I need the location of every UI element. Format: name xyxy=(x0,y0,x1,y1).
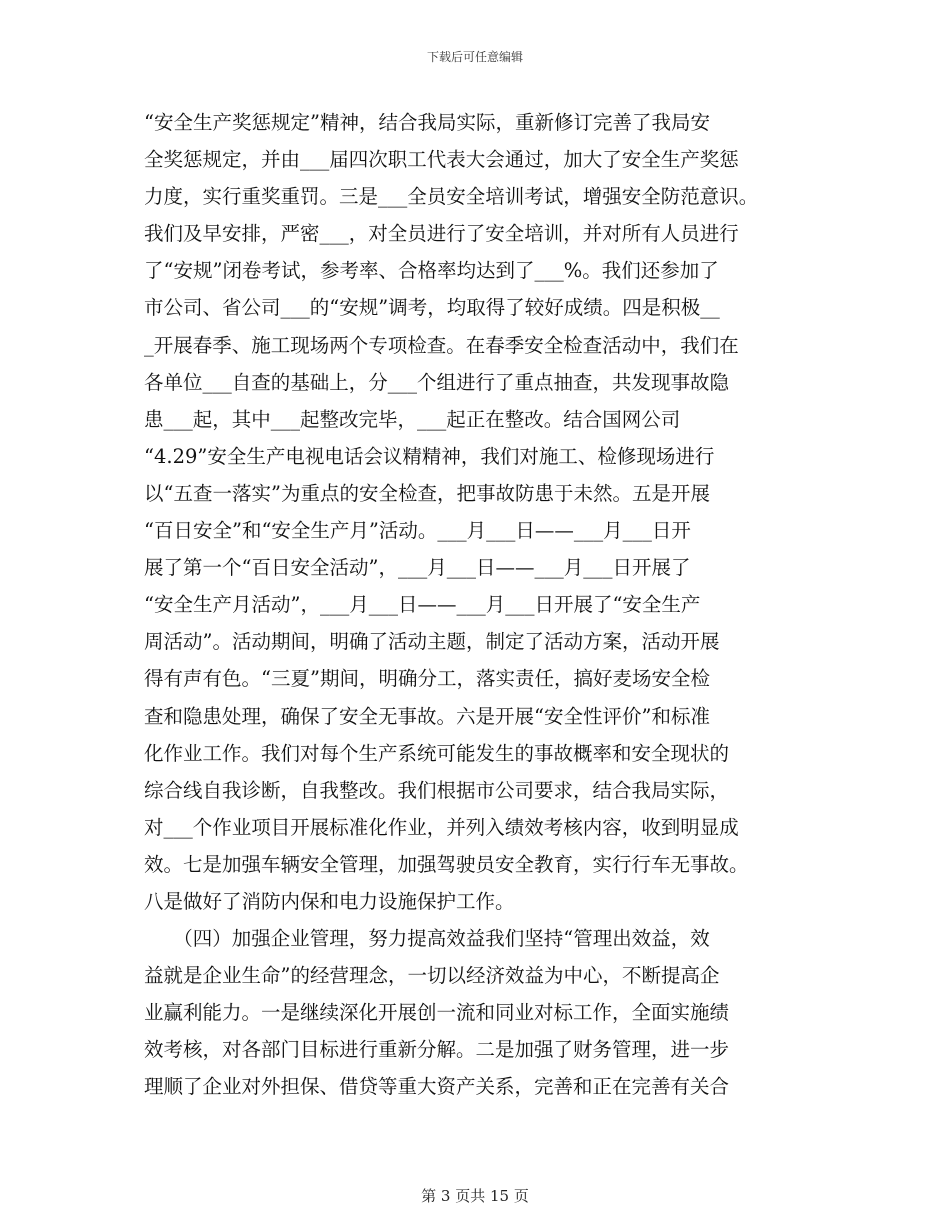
text-line: “百日安全”和“安全生产月”活动。___月___日——___月___日开 xyxy=(144,519,691,543)
text-line: 患___起，其中___起整改完毕，___起正在整改。结合国网公司 xyxy=(144,407,681,431)
text-line: “安全生产奖惩规定”精神，结合我局实际，重新修订完善了我局安 xyxy=(144,111,710,134)
text-line: 展了第一个“百日安全活动”，___月___日——___月___日开展了 xyxy=(144,556,691,580)
text-line: 对___个作业项目开展标准化作业，并列入绩效考核内容，收到明显成 xyxy=(144,815,739,839)
text-line: 以“五查一落实”为重点的安全检查，把事故防患于未然。五是开展 xyxy=(144,481,710,505)
text-line: 市公司、省公司___的“安规”调考，均取得了较好成绩。四是积极__ xyxy=(144,296,720,320)
text-line: “安全生产月活动”，___月___日——___月___日开展了“安全生产 xyxy=(144,593,701,617)
text-line: 效。七是加强车辆安全管理，加强驾驶员安全教育，实行行车无事故。 xyxy=(144,852,749,876)
text-line: 化作业工作。我们对每个生产系统可能发生的事故概率和安全现状的 xyxy=(144,741,730,765)
text-line: 各单位___自查的基础上，分___个组进行了重点抽查，共发现事故隐 xyxy=(144,370,730,394)
section-heading-line: （四）加强企业管理，努力提高效益我们坚持“管理出效益，效 xyxy=(144,927,710,951)
text-line: 理顺了企业对外担保、借贷等重大资产关系，完善和正在完善有关合 xyxy=(144,1075,730,1099)
text-line: 全奖惩规定，并由___届四次职工代表大会通过，加大了安全生产奖惩 xyxy=(144,148,739,172)
text-line: 得有声有色。“三夏”期间，明确分工，落实责任，搞好麦场安全检 xyxy=(144,667,710,691)
text-line: 查和隐患处理，确保了安全无事故。六是开展“安全性评价”和标准 xyxy=(144,704,710,728)
text-line: 八是做好了消防内保和电力设施保护工作。 xyxy=(144,889,515,913)
text-line: 周活动”。活动期间，明确了活动主题，制定了活动方案，活动开展 xyxy=(144,630,720,654)
text-line: “4.29”安全生产电视电话会议精精神，我们对施工、检修现场进行 xyxy=(144,444,715,468)
text-line: 综合线自我诊断，自我整改。我们根据市公司要求，结合我局实际， xyxy=(144,778,730,802)
text-line: 益就是企业生命”的经营理念，一切以经济效益为中心，不断提高企 xyxy=(144,964,720,988)
text-line: 了“安规”闭卷考试，参考率、合格率均达到了___%。我们还参加了 xyxy=(144,259,719,283)
document-body xyxy=(144,104,824,1106)
text-line: 业赢利能力。一是继续深化开展创一流和同业对标工作，全面实施绩 xyxy=(144,1001,730,1025)
text-line: _开展春季、施工现场两个专项检查。在春季安全检查活动中，我们在 xyxy=(144,333,739,357)
page-number: 第 3 页共 15 页 xyxy=(421,1187,529,1205)
page-header: 下载后可任意编辑 xyxy=(426,50,523,64)
text-line: 我们及早安排，严密___，对全员进行了安全培训，并对所有人员进行 xyxy=(144,222,739,246)
text-line: 力度，实行重奖重罚。三是___全员安全培训考试，增强安全防范意识。 xyxy=(144,185,759,209)
text-line: 效考核，对各部门目标进行重新分解。二是加强了财务管理，进一步 xyxy=(144,1038,730,1062)
